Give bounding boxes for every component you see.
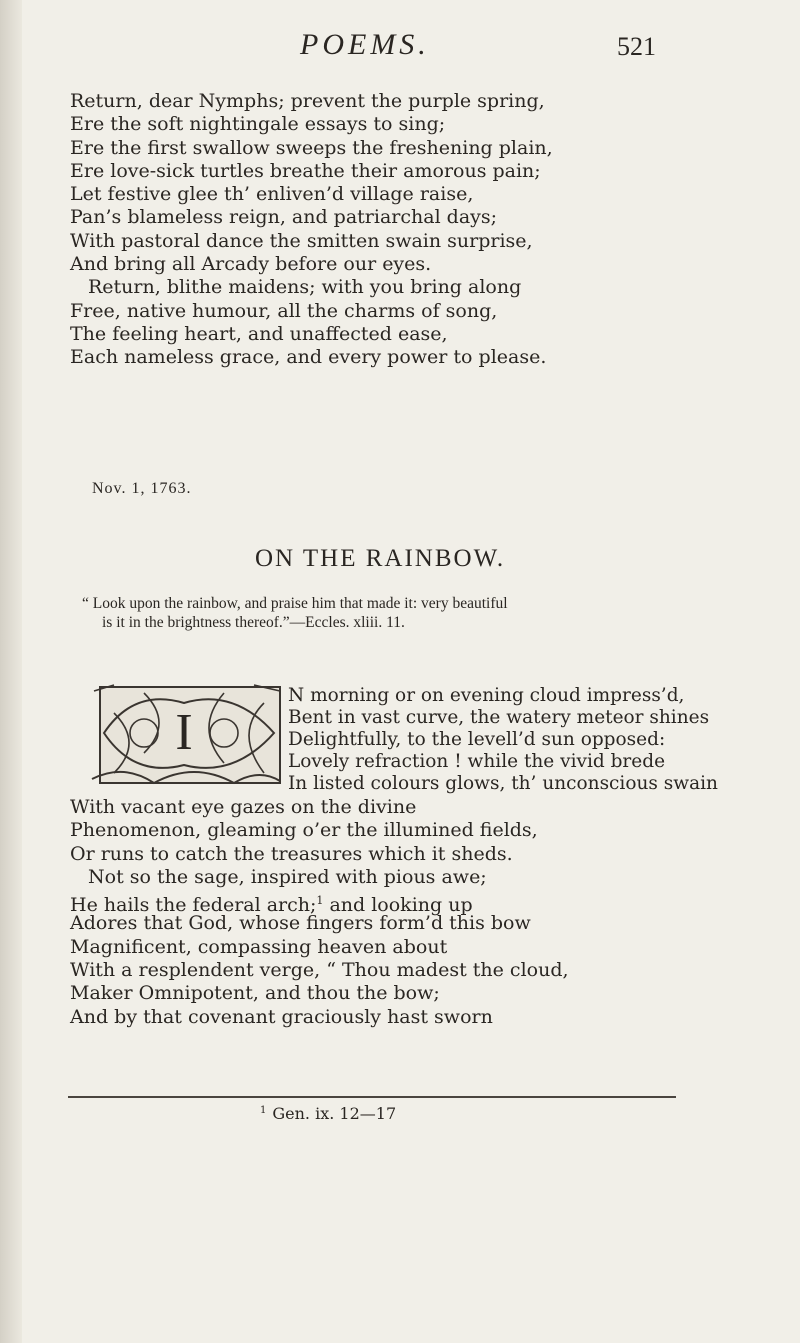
verse-line: Adores that God, whose fingers form’d this bow	[70, 912, 531, 935]
verse-line: Delightfully, to the levell’d sun opposed:	[288, 729, 666, 750]
epigraph-line: is it in the brightness thereof.”—Eccles. xliii. 11.	[102, 614, 405, 631]
verse-line: The feeling heart, and unaffected ease,	[70, 322, 448, 345]
verse-line: Not so the sage, inspired with pious awe;	[88, 865, 487, 888]
verse-line: Ere love-sick turtles breathe their amorous pain;	[70, 159, 541, 182]
poem-stanza	[70, 90, 553, 370]
verse-line	[70, 889, 569, 917]
verse-line: Phenomenon, gleaming o’er the illumined fields,	[70, 819, 538, 842]
verse-line: With a resplendent verge, “ Thou madest the cloud,	[70, 959, 569, 982]
epigraph-line: “ Look upon the rainbow, and praise him that made it: very beautiful	[82, 595, 508, 612]
verse-line: And by that covenant graciously hast sworn	[70, 1005, 493, 1028]
running-title: POEMS.	[300, 28, 430, 61]
page-binding-edge	[0, 0, 22, 1343]
verse-line: In listed colours glows, th’ unconscious swain	[288, 773, 718, 794]
verse-line: N morning or on evening cloud impress’d,	[288, 685, 685, 706]
verse-line-text: He hails the federal arch;	[70, 894, 317, 917]
verse-line: Maker Omnipotent, and thou the bow;	[70, 982, 440, 1005]
verse-line: Or runs to catch the treasures which it sheds.	[70, 842, 513, 865]
verse-line: Magnificent, compassing heaven about	[70, 935, 448, 958]
verse-line: And bring all Arcady before our eyes.	[70, 253, 432, 276]
poem-stanza-opening	[288, 685, 718, 795]
verse-line: Bent in vast curve, the watery meteor shines	[288, 707, 710, 728]
verse-line: With vacant eye gazes on the divine	[70, 796, 417, 818]
verse-line: Let festive glee th’ enliven’d village raise,	[70, 183, 474, 206]
epigraph	[82, 594, 762, 632]
verse-line: Each nameless grace, and every power to please.	[70, 346, 547, 369]
poem-title: ON THE RAINBOW.	[255, 545, 506, 572]
footnote-divider	[68, 1096, 676, 1098]
verse-line: Return, dear Nymphs; prevent the purple spring,	[70, 90, 545, 112]
dropcap-letter: I	[175, 704, 193, 761]
verse-line: With pastoral dance the smitten swain surprise,	[70, 229, 533, 252]
verse-line: Ere the first swallow sweeps the freshening plain,	[70, 136, 553, 159]
footnote-text: Gen. ix. 12—17	[272, 1104, 397, 1123]
poem-stanza	[70, 796, 569, 1029]
verse-line: Ere the soft nightingale essays to sing;	[70, 113, 446, 136]
page-number: 521	[617, 32, 656, 61]
poem-date: Nov. 1, 1763.	[92, 480, 192, 497]
footnote-mark: 1	[260, 1105, 267, 1116]
footnote-reference: 1	[316, 894, 324, 908]
footnote	[260, 1104, 396, 1123]
ornamental-initial	[84, 683, 284, 787]
verse-line: Pan’s blameless reign, and patriarchal days;	[70, 206, 498, 229]
verse-line: Return, blithe maidens; with you bring along	[88, 276, 522, 299]
ornamental-initial-icon	[84, 683, 284, 787]
verse-line-text: and looking up	[323, 894, 473, 917]
verse-line: Free, native humour, all the charms of song,	[70, 299, 498, 322]
verse-line: Lovely refraction ! while the vivid brede	[288, 751, 666, 772]
